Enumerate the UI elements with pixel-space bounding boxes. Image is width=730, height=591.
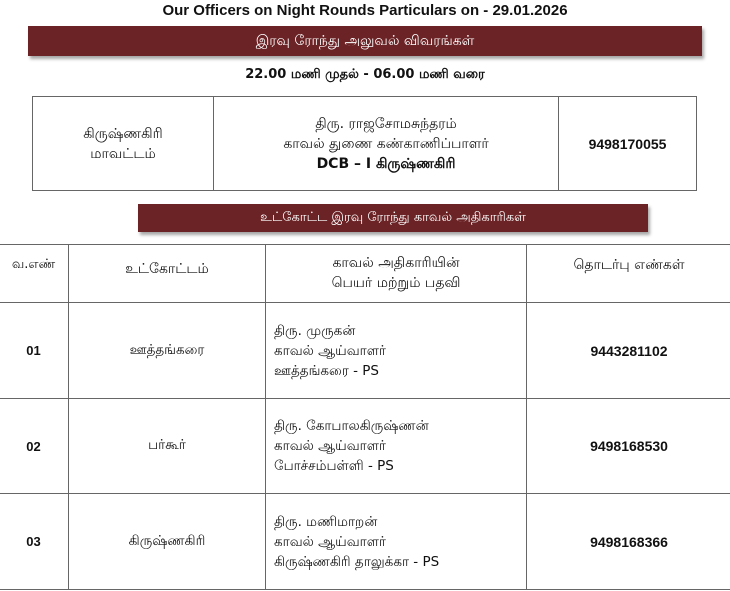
header-officer-line1: காவல் அதிகாரியின் [332,255,460,271]
duty-timing: 22.00 மணி முதல் - 06.00 மணி வரை [245,67,485,82]
row-subdivision: கிருஷ்ணகிரி [69,494,266,590]
district-name-cell [33,97,214,191]
row-phone: 9443281102 [527,303,730,399]
table-row [0,399,730,494]
district-officer-name: திரு. ராஜசோமசுந்தரம் [315,115,457,132]
header-phone: தொடர்பு எண்கள் [527,245,730,303]
row-officer [266,494,527,590]
subdivision-officers-table [0,244,730,590]
district-officer-designation: காவல் துணை கண்காணிப்பாளர் [283,135,489,152]
row-sno: 02 [0,399,69,494]
officer-name: திரு. மணிமாறன் [274,513,378,530]
night-rounds-banner: இரவு ரோந்து அலுவல் விவரங்கள் [28,26,702,56]
officer-designation: காவல் ஆய்வாளர் [274,533,386,550]
header-officer-line2: பெயர் மற்றும் பதவி [331,275,461,291]
district-officer-row [33,97,697,191]
table-row [0,303,730,399]
officer-station: கிருஷ்ணகிரி தாலுக்கா - PS [274,553,440,570]
district-name-line1: கிருஷ்ணகிரி [83,125,163,142]
district-name-line2: மாவட்டம் [90,145,156,162]
row-sno: 03 [0,494,69,590]
district-officer-cell [214,97,559,191]
table-row [0,494,730,590]
header-sno: வ.எண் [0,245,69,303]
district-officer-unit: DCB – I கிருஷ்ணகிரி [316,155,456,172]
row-sno: 01 [0,303,69,399]
row-phone: 9498168366 [527,494,730,590]
row-subdivision: பர்கூர் [69,399,266,494]
officer-designation: காவல் ஆய்வாளர் [274,342,386,359]
row-subdivision: ஊத்தங்கரை [69,303,266,399]
officer-designation: காவல் ஆய்வாளர் [274,438,386,454]
officer-station: போச்சம்பள்ளி - PS [274,458,394,474]
header-officer [266,245,527,303]
table-header-row [0,245,730,303]
row-officer [266,399,527,494]
row-officer [266,303,527,399]
subdivision-officers-banner: உட்கோட்ட இரவு ரோந்து காவல் அதிகாரிகள் [138,204,648,232]
row-phone: 9498168530 [527,399,730,494]
header-subdivision: உட்கோட்டம் [69,245,266,303]
officer-station: ஊத்தங்கரை - PS [274,362,379,379]
page-title: Our Officers on Night Rounds Particulars on - 29.01.2026 [162,2,568,19]
officer-name: திரு. கோபாலகிருஷ்ணன் [274,418,429,434]
district-officer-phone: 9498170055 [559,97,697,191]
district-officer-table [32,96,697,191]
officer-name: திரு. முருகன் [274,322,356,339]
